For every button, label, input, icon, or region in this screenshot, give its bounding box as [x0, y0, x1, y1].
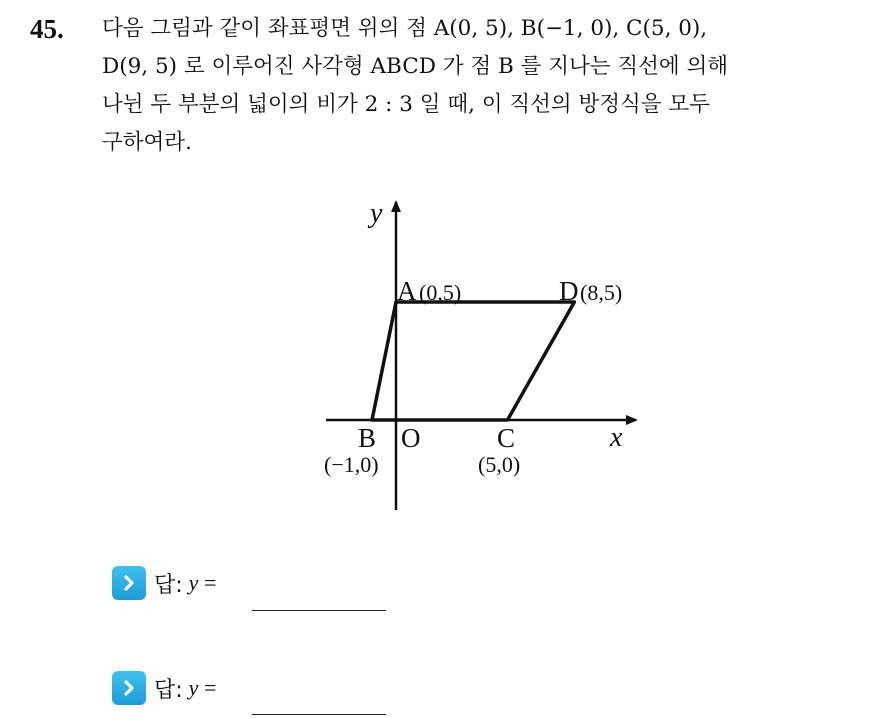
- x-axis-label: x: [610, 422, 623, 453]
- answer-variable: y: [188, 675, 199, 700]
- problem-text: [102, 10, 862, 162]
- answer-variable: y: [188, 570, 199, 595]
- answer-row: [112, 563, 216, 603]
- point-c-coord: (5,0): [478, 452, 521, 477]
- problem-text-line: D(9, 5) 로 이루어진 사각형 ABCD 가 점 B 를 지나는 직선에 의해: [102, 54, 729, 79]
- point-d-name: D: [559, 276, 579, 306]
- figure-svg: [300, 190, 660, 520]
- point-a-name: A: [397, 276, 417, 306]
- answer-row: [112, 668, 216, 708]
- point-d-coord: (8,5): [580, 280, 623, 305]
- y-axis-label: y: [370, 198, 383, 229]
- answer-label: 답:: [154, 677, 183, 703]
- answer-label: 답:: [154, 572, 183, 598]
- answer-expression: [189, 570, 217, 596]
- point-b-name: B: [358, 423, 377, 453]
- chevron-right-icon: [112, 671, 146, 705]
- point-c-name: C: [497, 423, 516, 453]
- problem-text-line: 구하여라.: [102, 130, 192, 155]
- answer-equals: =: [198, 675, 217, 700]
- answer-blank[interactable]: [252, 714, 386, 715]
- problem-text-line: 다음 그림과 같이 좌표평면 위의 점 A(0, 5), B(−1, 0), C(5, 0),: [102, 16, 708, 41]
- quadrilateral-abcd: [372, 302, 574, 420]
- origin-label: O: [401, 423, 421, 453]
- coordinate-figure: [300, 190, 660, 520]
- problem-number: 45.: [30, 14, 64, 44]
- answer-equals: =: [198, 570, 217, 595]
- chevron-right-icon: [112, 566, 146, 600]
- point-a-coord: (0,5): [419, 280, 462, 305]
- problem-text-line: 나뉜 두 부분의 넓이의 비가 2 : 3 일 때, 이 직선의 방정식을 모두: [102, 92, 710, 117]
- point-b-coord: (−1,0): [324, 452, 379, 477]
- answer-expression: [189, 675, 217, 701]
- answer-blank[interactable]: [252, 610, 386, 611]
